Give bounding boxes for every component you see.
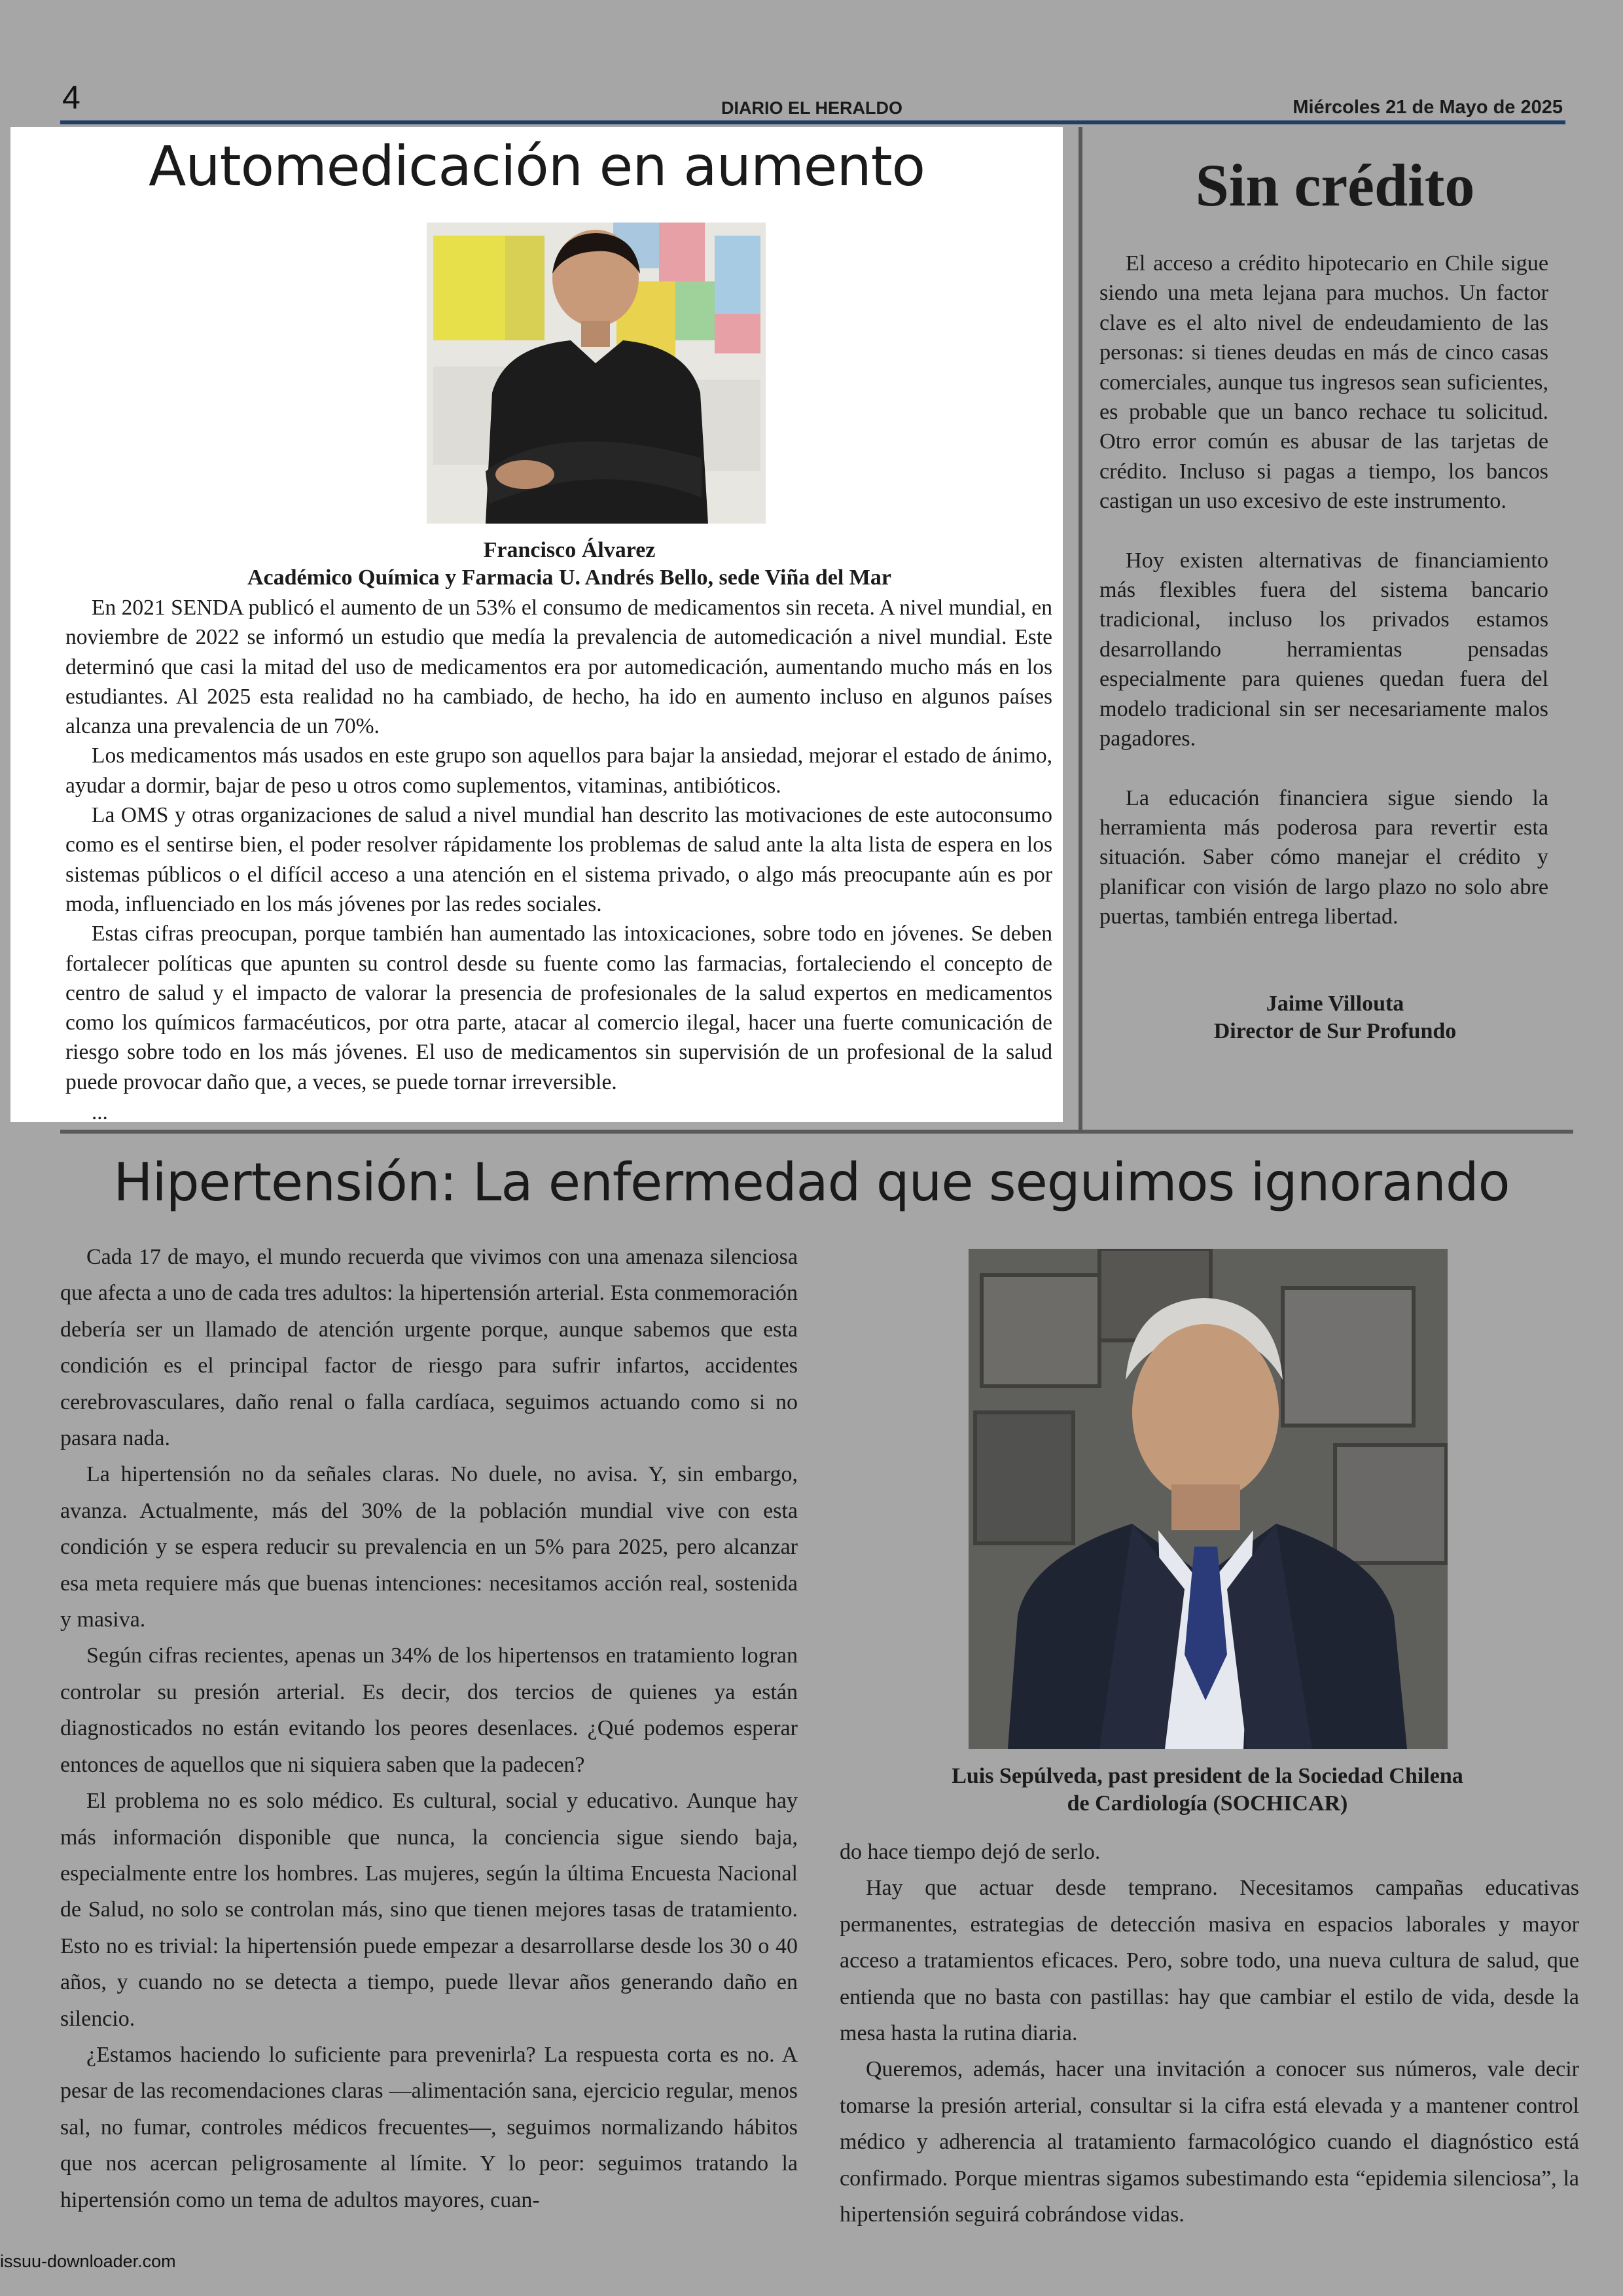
paragraph: El problema no es solo médico. Es cultural, social y educativo. Aunque hay más información disponible que nunca, la conciencia sigue siendo baja, especialmente entre los hombres. Las mujeres, según la última Encuesta Nacional de Salud, no solo se controlan más, sino que tienen mejores tasas de tratamiento. Esto no es trivial: la hipertensión puede empezar a desarrollarse desde los 30 o 40 años, y cuando no se detecta a tiempo, puede llevar años generando daño en silencio. xyxy=(60,1789,798,2031)
column-divider xyxy=(1079,127,1082,1132)
paragraph: Hoy existen alternativas de financiamiento más flexibles fuera del sistema bancario tradicional, incluso los privados estamos desarrollando herramientas pensadas especialmente para quienes quedan fuera del modelo tradicional sin ser necesariamente malos pagadores. xyxy=(1099,548,1548,751)
paragraph: Los medicamentos más usados en este grupo son aquellos para bajar la ansiedad, mejorar el estado de ánimo, ayudar a dormir, bajar de peso u otros como suplementos, vitaminas, antibióticos. xyxy=(65,744,1052,798)
section-divider xyxy=(60,1130,1573,1134)
author-name: Jaime Villouta xyxy=(1266,992,1404,1016)
author-role: Director de Sur Profundo xyxy=(1213,1019,1457,1043)
sin-credito-title: Sin crédito xyxy=(1195,152,1475,219)
paragraph: Queremos, además, hacer una invitación a conocer sus números, vale decir tomarse la presión arterial, consultar si la cifra está elevada y a mantener control médico y adherencia al tratamiento farmacológico cuando el diagnóstico está confirmado. Porque mientras sigamos subestimando esta “epidemia silenciosa”, la hipertensión seguirá cobrándose vidas. xyxy=(840,2057,1579,2227)
paragraph: ¿Estamos haciendo lo suficiente para prevenirla? La respuesta corta es no. A pesar de las recomendaciones claras —alimentación sana, ejercicio regular, menos sal, no fumar, controles médicos frecuentes—, seguimos normalizando hábitos que nos acercan peligrosamente al límite. Y lo peor: seguimos tratando la hipertensión como un tema de adultos mayores, cuan- xyxy=(60,2042,798,2212)
paragraph: En 2021 SENDA publicó el aumento de un 53% el consumo de medicamentos sin receta. A nivel mundial, en noviembre de 2022 se informó un estudio que medía la prevalencia de automedicación a nivel mundial. Este determinó que casi la mitad del uso de medicamentos era por automedicación, aumentando mucho más en los estudiantes. Al 2025 esta realidad no ha cambiado, de hecho, ha ido en aumento incluso en algunos países alcanza una prevalencia de un 70%. xyxy=(65,596,1052,739)
paragraph: Hay que actuar desde temprano. Necesitamos campañas educativas permanentes, estrategias de detección masiva en espacios laborales y mayor acceso a tratamientos eficaces. Pero, sobre todo, una nueva cultura de salud, que entienda que no basta con pastillas: hay que cambiar el estilo de vida, desde la mesa hasta la rutina diaria. xyxy=(840,1876,1579,2046)
hipertension-title: Hipertensión: La enfermedad que seguimos ignorando xyxy=(113,1152,1510,1213)
continuation-ellipsis: ... xyxy=(92,1101,108,1124)
paragraph: El acceso a crédito hipotecario en Chile sigue siendo una meta lejana para muchos. Un factor clave es el alto nivel de endeudamiento de las personas: si tienes deudas en más de cinco casas comerciales, aunque tus ingresos sean suficientes, es probable que un banco rechace tu solicitud. Otro error común es abusar de las tarjetas de crédito. Incluso si pagas a tiempo, los bancos castigan un uso excesivo de este instrumento. xyxy=(1099,251,1548,514)
page-number: 4 xyxy=(62,79,80,116)
newspaper-name: DIARIO EL HERALDO xyxy=(721,98,903,118)
automedicacion-title: Automedicación en aumento xyxy=(148,134,925,198)
paragraph: Cada 17 de mayo, el mundo recuerda que vivimos con una amenaza silenciosa que afecta a uno de cada tres adultos: la hipertensión arterial. Esta conmemoración debería ser un llamado de atención urgente porque, aunque sabemos que esta condición es el principal factor de riesgo para sufrir infartos, accidentes cerebrovasculares, daño renal o falla cardíaca, seguimos actuando como si no pasara nada. xyxy=(60,1245,798,1451)
paragraph: Estas cifras preocupan, porque también han aumentado las intoxicaciones, sobre todo en jóvenes. Se deben fortalecer políticas que apunten su control desde su fuente como las farmacias, fortaleciendo el concepto de centro de salud y el impacto de valorar la presencia de profesionales de la salud expertos en medicamentos como los químicos farmacéuticos, por otra parte, atacar al comercio ilegal, hacer una fuerte comunicación de riesgo sobre todo en los más jóvenes. El uso de medicamentos sin supervisión de un profesional de la salud puede provocar daño que, a veces, se puede tornar irreversible. xyxy=(65,922,1052,1094)
hipertension-photo-caption xyxy=(838,1763,1577,1818)
automedicacion-author xyxy=(65,537,1073,592)
photo-luis-sepulveda xyxy=(969,1249,1448,1749)
paragraph: do hace tiempo dejó de serlo. xyxy=(840,1840,1101,1864)
caption-line: Luis Sepúlveda, past president de la Sociedad Chilena xyxy=(952,1764,1463,1788)
paragraph: La educación financiera sigue siendo la herramienta más poderosa para revertir esta situación. Saber cómo manejar el crédito y planificar con visión de largo plazo no solo abre puertas, también entrega libertad. xyxy=(1099,785,1548,929)
paragraph: La OMS y otras organizaciones de salud a nivel mundial han descrito las motivaciones de este autoconsumo como es el sentirse bien, el poder resolver rápidamente los problemas de salud ante la alta lista de espera en los sistemas públicos o el difícil acceso a una atención en el sistema privado, o algo más preocupante aún es por moda, influenciado en los más jóvenes por las redes sociales. xyxy=(65,803,1052,916)
author-name: Francisco Álvarez xyxy=(483,538,656,562)
author-role: Académico Química y Farmacia U. Andrés Bello, sede Viña del Mar xyxy=(247,565,891,590)
sin-credito-signature xyxy=(1099,990,1571,1045)
automedicacion-body xyxy=(65,593,1052,1097)
footer-source: issuu-downloader.com xyxy=(0,2251,176,2271)
hipertension-right-column xyxy=(840,1834,1579,2233)
author-photo-francisco-alvarez xyxy=(427,223,766,524)
hipertension-left-column xyxy=(60,1239,798,2218)
caption-line: de Cardiología (SOCHICAR) xyxy=(1067,1791,1348,1816)
paragraph: La hipertensión no da señales claras. No duele, no avisa. Y, sin embargo, avanza. Actualmente, más del 30% de la población mundial vive con esta condición y se espera reducir su prevalencia en un 5% para 2025, pero alcanzar esa meta requiere más que buenas intenciones: necesitamos acción real, sostenida y masiva. xyxy=(60,1462,798,1632)
sin-credito-body xyxy=(1099,249,1548,961)
header-rule xyxy=(60,120,1565,124)
issue-date: Miércoles 21 de Mayo de 2025 xyxy=(1293,97,1563,118)
paragraph: Según cifras recientes, apenas un 34% de los hipertensos en tratamiento logran controlar su presión arterial. Es decir, dos tercios de quienes ya están diagnosticados no están evitando los peores desenlaces. ¿Qué podemos esperar entonces de aquellos que ni siquiera saben que la padecen? xyxy=(60,1643,798,1777)
